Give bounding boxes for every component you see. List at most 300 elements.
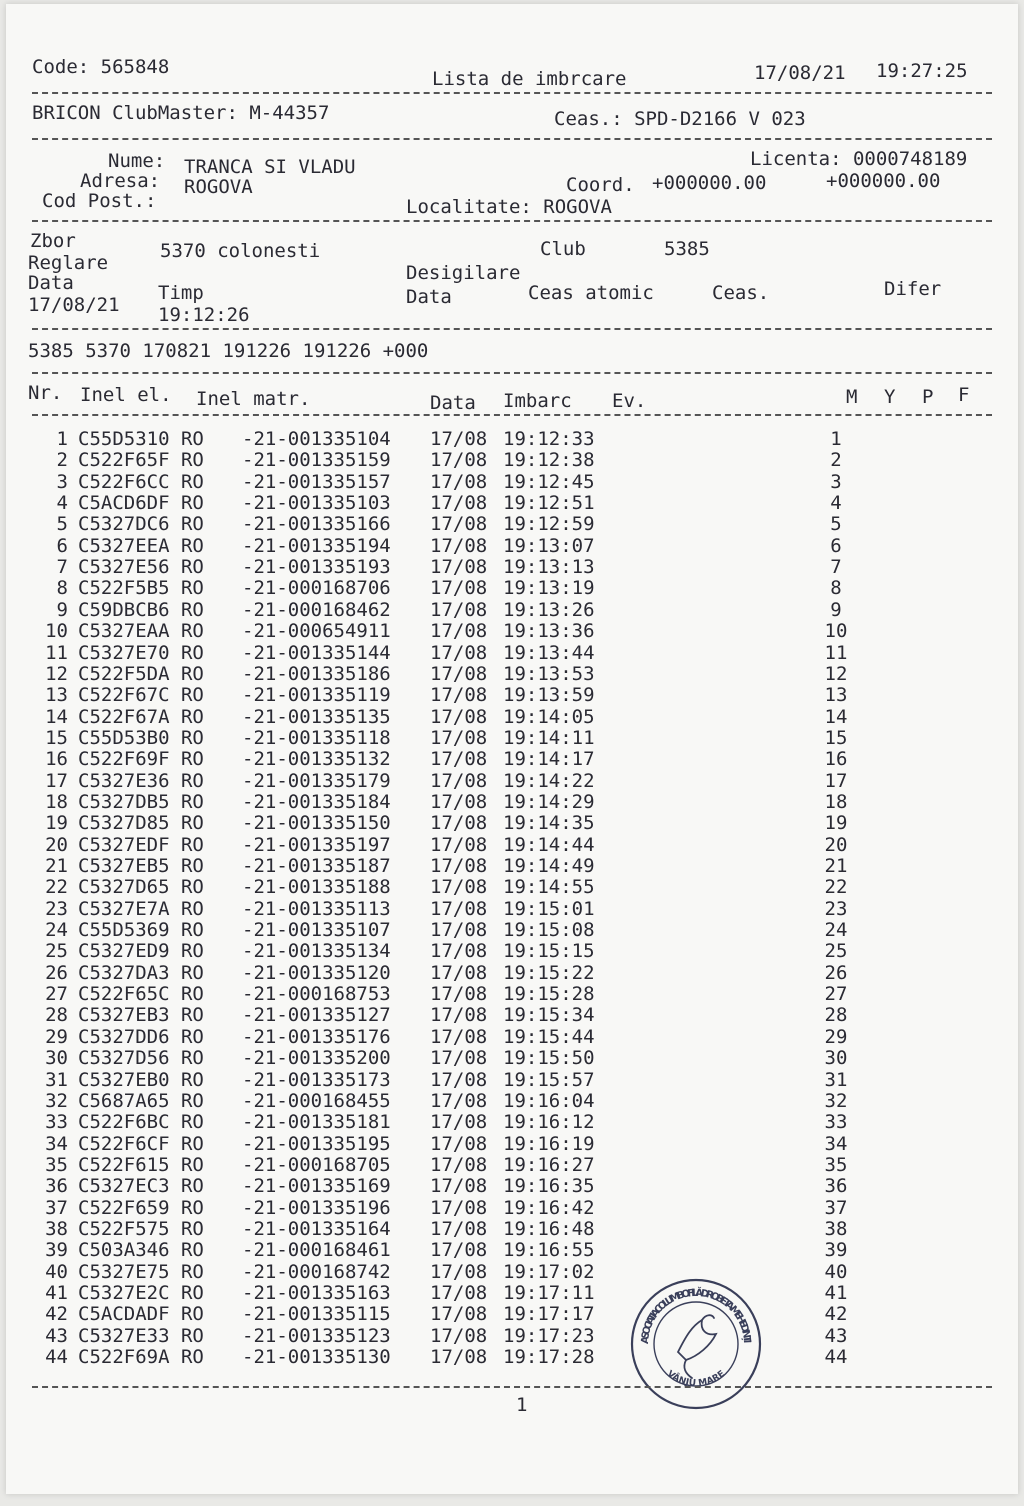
row-number: 27: [45, 983, 68, 1005]
basketing-time: 19:17:17: [503, 1303, 595, 1325]
table-row: [6, 1005, 1018, 1026]
basketing-time: 19:16:48: [503, 1218, 595, 1240]
separator: [32, 138, 992, 140]
mark-m: 18: [824, 791, 848, 813]
row-number: 34: [45, 1133, 68, 1155]
mark-m: 3: [830, 471, 842, 493]
stamp-text-bottom: VÂNJU MARE: [664, 1369, 728, 1389]
electronic-ring: C5327DB5 RO: [78, 791, 204, 813]
ring-registration: -21-001335134: [242, 940, 391, 962]
basketing-date: 17/08: [430, 1218, 488, 1240]
basketing-time: 19:17:02: [503, 1261, 595, 1283]
basketing-time: 19:16:35: [503, 1175, 595, 1197]
electronic-ring: C522F5DA RO: [78, 663, 204, 685]
row-number: 10: [45, 620, 68, 642]
table-row: [6, 578, 1018, 599]
mark-m: 11: [824, 642, 848, 664]
separator: [32, 92, 992, 94]
electronic-ring: C522F6CC RO: [78, 471, 204, 493]
row-number: 5: [56, 513, 68, 535]
col-header-y: Y: [884, 386, 896, 408]
mark-m: 43: [824, 1325, 848, 1347]
ring-registration: -21-001335135: [242, 706, 391, 728]
electronic-ring: C522F6CF RO: [78, 1133, 204, 1155]
basketing-time: 19:14:55: [503, 876, 595, 898]
ring-registration: -21-001335164: [242, 1218, 391, 1240]
table-row: [6, 920, 1018, 941]
reglare-time: 19:12:26: [158, 304, 250, 326]
electronic-ring: C5687A65 RO: [78, 1090, 204, 1112]
row-number: 3: [56, 471, 68, 493]
basketing-time: 19:14:17: [503, 748, 595, 770]
row-number: 11: [45, 642, 68, 664]
electronic-ring: C5327D56 RO: [78, 1047, 204, 1069]
reglare-date: 17/08/21: [28, 294, 120, 316]
table-row: [6, 1176, 1018, 1197]
dove-icon: [678, 1315, 716, 1378]
basketing-date: 17/08: [430, 1111, 488, 1133]
owner-address: ROGOVA: [184, 176, 253, 198]
basketing-date: 17/08: [430, 684, 488, 706]
ring-registration: -21-001335144: [242, 642, 391, 664]
club-stamp: [626, 1274, 766, 1414]
table-row: [6, 1304, 1018, 1325]
col-header-ev: Ev.: [612, 390, 647, 412]
ring-registration: -21-001335169: [242, 1175, 391, 1197]
table-row: [6, 1048, 1018, 1069]
ring-registration: -21-001335193: [242, 556, 391, 578]
electronic-ring: C5327E75 RO: [78, 1261, 204, 1283]
row-number: 44: [45, 1346, 68, 1368]
basketing-date: 17/08: [430, 855, 488, 877]
basketing-time: 19:16:42: [503, 1197, 595, 1219]
basketing-date: 17/08: [430, 620, 488, 642]
table-row: [6, 1091, 1018, 1112]
col-header-p: P: [922, 386, 934, 408]
basketing-date: 17/08: [430, 1026, 488, 1048]
ring-registration: -21-001335104: [242, 428, 391, 450]
basketing-date: 17/08: [430, 812, 488, 834]
basketing-date: 17/08: [430, 1004, 488, 1026]
table-row: [6, 728, 1018, 749]
basketing-time: 19:15:15: [503, 940, 595, 962]
basketing-date: 17/08: [430, 983, 488, 1005]
basketing-time: 19:12:51: [503, 492, 595, 514]
table-row: [6, 1240, 1018, 1261]
mark-m: 21: [824, 855, 848, 877]
table-row: [6, 984, 1018, 1005]
mark-m: 26: [824, 962, 848, 984]
separator: [32, 220, 992, 222]
basketing-time: 19:12:59: [503, 513, 595, 535]
ceas-label: Ceas.: [712, 282, 770, 304]
separator: [32, 1386, 992, 1388]
document-page: [6, 4, 1018, 1494]
reglare-label: Reglare: [28, 252, 109, 274]
row-number: 2: [56, 449, 68, 471]
electronic-ring: C5327D85 RO: [78, 812, 204, 834]
ring-registration: -21-001335119: [242, 684, 391, 706]
basketing-date: 17/08: [430, 770, 488, 792]
basketing-date: 17/08: [430, 1346, 488, 1368]
table-row: [6, 1326, 1018, 1347]
ring-registration: -21-001335186: [242, 663, 391, 685]
ring-registration: -21-001335166: [242, 513, 391, 535]
table-row: [6, 1347, 1018, 1368]
table-row: [6, 941, 1018, 962]
ring-registration: -21-001335115: [242, 1303, 391, 1325]
table-row: [6, 856, 1018, 877]
basketing-date: 17/08: [430, 727, 488, 749]
table-row: [6, 963, 1018, 984]
basketing-time: 19:16:19: [503, 1133, 595, 1155]
row-number: 14: [45, 706, 68, 728]
electronic-ring: C522F69A RO: [78, 1346, 204, 1368]
ring-registration: -21-000168462: [242, 599, 391, 621]
table-row: [6, 664, 1018, 685]
basketing-date: 17/08: [430, 919, 488, 941]
basketing-time: 19:17:28: [503, 1346, 595, 1368]
basketing-date: 17/08: [430, 834, 488, 856]
print-date: 17/08/21: [754, 62, 846, 84]
basketing-date: 17/08: [430, 471, 488, 493]
basketing-time: 19:14:11: [503, 727, 595, 749]
clock-id: Ceas.: SPD-D2166 V 023: [554, 108, 806, 130]
electronic-ring: C522F615 RO: [78, 1154, 204, 1176]
ring-registration: -21-001335181: [242, 1111, 391, 1133]
basketing-time: 19:17:23: [503, 1325, 595, 1347]
basketing-time: 19:14:29: [503, 791, 595, 813]
table-row: [6, 600, 1018, 621]
ring-registration: -21-001335118: [242, 727, 391, 749]
row-number: 41: [45, 1282, 68, 1304]
col-header-m: M: [846, 386, 858, 408]
row-number: 33: [45, 1111, 68, 1133]
basketing-date: 17/08: [430, 706, 488, 728]
mark-m: 33: [824, 1111, 848, 1133]
ring-registration: -21-000168455: [242, 1090, 391, 1112]
ring-registration: -21-001335194: [242, 535, 391, 557]
table-row: [6, 1262, 1018, 1283]
row-number: 4: [56, 492, 68, 514]
basketing-time: 19:13:59: [503, 684, 595, 706]
print-time: 19:27:25: [876, 60, 968, 82]
table-row: [6, 792, 1018, 813]
club-master-id: BRICON ClubMaster: M-44357: [32, 102, 330, 124]
basketing-time: 19:15:08: [503, 919, 595, 941]
page-number: 1: [516, 1394, 528, 1416]
electronic-ring: C5327EC3 RO: [78, 1175, 204, 1197]
col-header-imbarc: Imbarc: [503, 390, 572, 412]
row-number: 26: [45, 962, 68, 984]
basketing-date: 17/08: [430, 1282, 488, 1304]
basketing-time: 19:13:07: [503, 535, 595, 557]
row-number: 43: [45, 1325, 68, 1347]
row-number: 20: [45, 834, 68, 856]
basketing-date: 17/08: [430, 449, 488, 471]
table-row: [6, 621, 1018, 642]
table-row: [6, 707, 1018, 728]
table-row: [6, 685, 1018, 706]
mark-m: 39: [824, 1239, 848, 1261]
reglare-data-label: Data: [28, 272, 74, 294]
basketing-date: 17/08: [430, 535, 488, 557]
mark-m: 38: [824, 1218, 848, 1240]
electronic-ring: C522F65C RO: [78, 983, 204, 1005]
basketing-date: 17/08: [430, 1325, 488, 1347]
electronic-ring: C503A346 RO: [78, 1239, 204, 1261]
electronic-ring: C55D53B0 RO: [78, 727, 204, 749]
row-number: 31: [45, 1069, 68, 1091]
desigilare-label: Desigilare: [406, 262, 521, 284]
table-row: [6, 514, 1018, 535]
club-label: Club: [540, 238, 586, 260]
basketing-date: 17/08: [430, 1069, 488, 1091]
basketing-time: 19:16:55: [503, 1239, 595, 1261]
electronic-ring: C5327EB3 RO: [78, 1004, 204, 1026]
electronic-ring: C5327EDF RO: [78, 834, 204, 856]
table-row: [6, 899, 1018, 920]
basketing-time: 19:13:44: [503, 642, 595, 664]
ring-registration: -21-001335179: [242, 770, 391, 792]
mark-m: 12: [824, 663, 848, 685]
mark-m: 10: [824, 620, 848, 642]
mark-m: 30: [824, 1047, 848, 1069]
electronic-ring: C5ACD6DF RO: [78, 492, 204, 514]
mark-m: 9: [830, 599, 842, 621]
electronic-ring: C522F65F RO: [78, 449, 204, 471]
electronic-ring: C5327EAA RO: [78, 620, 204, 642]
row-number: 9: [56, 599, 68, 621]
ring-registration: -21-000168705: [242, 1154, 391, 1176]
mark-m: 6: [830, 535, 842, 557]
table-row: [6, 493, 1018, 514]
table-row: [6, 643, 1018, 664]
basketing-time: 19:16:04: [503, 1090, 595, 1112]
code-label: Code: 565848: [32, 56, 170, 78]
electronic-ring: C5327EB5 RO: [78, 855, 204, 877]
ring-registration: -21-000168742: [242, 1261, 391, 1283]
basketing-time: 19:14:22: [503, 770, 595, 792]
basketing-date: 17/08: [430, 599, 488, 621]
col-header-date: Data: [430, 392, 476, 414]
basketing-time: 19:13:19: [503, 577, 595, 599]
ring-registration: -21-001335200: [242, 1047, 391, 1069]
mark-m: 14: [824, 706, 848, 728]
basketing-time: 19:15:44: [503, 1026, 595, 1048]
basketing-date: 17/08: [430, 1133, 488, 1155]
mark-m: 35: [824, 1154, 848, 1176]
row-number: 38: [45, 1218, 68, 1240]
ring-registration: -21-001335184: [242, 791, 391, 813]
basketing-date: 17/08: [430, 898, 488, 920]
coord-x: +000000.00: [652, 172, 767, 194]
table-row: [6, 1027, 1018, 1048]
electronic-ring: C55D5369 RO: [78, 919, 204, 941]
basketing-date: 17/08: [430, 1261, 488, 1283]
row-number: 24: [45, 919, 68, 941]
row-number: 23: [45, 898, 68, 920]
mark-m: 41: [824, 1282, 848, 1304]
ring-registration: -21-000168753: [242, 983, 391, 1005]
mark-m: 2: [830, 449, 842, 471]
stamp-text-top: ASOCIATIA COLUMBOFILĂ DROBETA-MEHEDINȚI: [639, 1287, 753, 1345]
mark-m: 29: [824, 1026, 848, 1048]
ring-registration: -21-001335163: [242, 1282, 391, 1304]
mark-m: 19: [824, 812, 848, 834]
mark-m: 15: [824, 727, 848, 749]
row-number: 29: [45, 1026, 68, 1048]
basketing-date: 17/08: [430, 492, 488, 514]
row-number: 16: [45, 748, 68, 770]
electronic-ring: C59DBCB6 RO: [78, 599, 204, 621]
mark-m: 37: [824, 1197, 848, 1219]
row-number: 35: [45, 1154, 68, 1176]
club-value: 5385: [664, 238, 710, 260]
mark-m: 22: [824, 876, 848, 898]
table-row: [6, 1198, 1018, 1219]
row-number: 28: [45, 1004, 68, 1026]
ring-registration: -21-001335123: [242, 1325, 391, 1347]
table-row: [6, 1134, 1018, 1155]
col-header-nr: Nr.: [28, 382, 63, 404]
reglare-timp-label: Timp: [158, 282, 204, 304]
ring-registration: -21-001335176: [242, 1026, 391, 1048]
table-row: [6, 813, 1018, 834]
ring-registration: -21-001335113: [242, 898, 391, 920]
basketing-date: 17/08: [430, 1154, 488, 1176]
document-title: Lista de imbrcare: [432, 68, 627, 90]
basketing-time: 19:14:35: [503, 812, 595, 834]
separator: [32, 328, 992, 330]
row-number: 30: [45, 1047, 68, 1069]
basketing-time: 19:16:12: [503, 1111, 595, 1133]
electronic-ring: C5327DD6 RO: [78, 1026, 204, 1048]
basketing-time: 19:15:22: [503, 962, 595, 984]
mark-m: 27: [824, 983, 848, 1005]
mark-m: 23: [824, 898, 848, 920]
table-row: [6, 557, 1018, 578]
electronic-ring: C522F6BC RO: [78, 1111, 204, 1133]
row-number: 15: [45, 727, 68, 749]
electronic-ring: C5327E7A RO: [78, 898, 204, 920]
ring-registration: -21-001335130: [242, 1346, 391, 1368]
table-row: [6, 472, 1018, 493]
table-row: [6, 1155, 1018, 1176]
mark-m: 34: [824, 1133, 848, 1155]
basketing-date: 17/08: [430, 962, 488, 984]
basketing-time: 19:14:05: [503, 706, 595, 728]
basketing-time: 19:17:11: [503, 1282, 595, 1304]
ring-registration: -21-001335150: [242, 812, 391, 834]
basketing-time: 19:15:57: [503, 1069, 595, 1091]
ceas-atomic-label: Ceas atomic: [528, 282, 654, 304]
ring-registration: -21-001335127: [242, 1004, 391, 1026]
row-number: 21: [45, 855, 68, 877]
basketing-date: 17/08: [430, 1197, 488, 1219]
basketing-date: 17/08: [430, 1175, 488, 1197]
basketing-time: 19:12:33: [503, 428, 595, 450]
mark-m: 8: [830, 577, 842, 599]
basketing-date: 17/08: [430, 1303, 488, 1325]
basketing-date: 17/08: [430, 577, 488, 599]
postcode-label: Cod Post.:: [42, 190, 157, 212]
basketing-date: 17/08: [430, 748, 488, 770]
electronic-ring: C522F69F RO: [78, 748, 204, 770]
row-number: 40: [45, 1261, 68, 1283]
mark-m: 28: [824, 1004, 848, 1026]
ring-registration: -21-000168461: [242, 1239, 391, 1261]
row-number: 8: [56, 577, 68, 599]
electronic-ring: C5327EB0 RO: [78, 1069, 204, 1091]
table-row: [6, 835, 1018, 856]
table-row: [6, 1283, 1018, 1304]
ring-registration: -21-001335157: [242, 471, 391, 493]
mark-m: 4: [830, 492, 842, 514]
ring-registration: -21-001335159: [242, 449, 391, 471]
mark-m: 13: [824, 684, 848, 706]
table-row: [6, 1112, 1018, 1133]
electronic-ring: C5327E70 RO: [78, 642, 204, 664]
ring-registration: -21-001335188: [242, 876, 391, 898]
basketing-time: 19:15:01: [503, 898, 595, 920]
electronic-ring: C522F575 RO: [78, 1218, 204, 1240]
mark-m: 20: [824, 834, 848, 856]
row-number: 6: [56, 535, 68, 557]
mark-m: 31: [824, 1069, 848, 1091]
row-number: 1: [56, 428, 68, 450]
basketing-time: 19:13:36: [503, 620, 595, 642]
desigilare-data-label: Data: [406, 286, 452, 308]
mark-m: 1: [830, 428, 842, 450]
electronic-ring: C5327E36 RO: [78, 770, 204, 792]
table-row: [6, 429, 1018, 450]
electronic-ring: C55D5310 RO: [78, 428, 204, 450]
ring-registration: -21-001335120: [242, 962, 391, 984]
electronic-ring: C5327E56 RO: [78, 556, 204, 578]
basketing-time: 19:15:34: [503, 1004, 595, 1026]
zbor-value: 5370 colonesti: [160, 240, 321, 262]
electronic-ring: C522F659 RO: [78, 1197, 204, 1219]
basketing-time: 19:14:49: [503, 855, 595, 877]
mark-m: 5: [830, 513, 842, 535]
row-number: 7: [56, 556, 68, 578]
basketing-date: 17/08: [430, 1090, 488, 1112]
row-number: 36: [45, 1175, 68, 1197]
ring-registration: -21-001335196: [242, 1197, 391, 1219]
table-row: [6, 877, 1018, 898]
owner-name: TRANCA SI VLADU: [184, 156, 356, 178]
owner-address-label: Adresa:: [80, 170, 161, 192]
coord-label: Coord.: [566, 174, 635, 196]
mark-m: 25: [824, 940, 848, 962]
electronic-ring: C5327E33 RO: [78, 1325, 204, 1347]
electronic-ring: C5327D65 RO: [78, 876, 204, 898]
basketing-time: 19:12:38: [503, 449, 595, 471]
mark-m: 32: [824, 1090, 848, 1112]
table-row: [6, 771, 1018, 792]
ring-registration: -21-001335197: [242, 834, 391, 856]
row-number: 17: [45, 770, 68, 792]
row-number: 22: [45, 876, 68, 898]
basketing-date: 17/08: [430, 642, 488, 664]
table-row: [6, 450, 1018, 471]
ring-registration: -21-001335103: [242, 492, 391, 514]
basketing-time: 19:13:26: [503, 599, 595, 621]
basketing-time: 19:13:53: [503, 663, 595, 685]
ring-registration: -21-001335195: [242, 1133, 391, 1155]
table-row: [6, 1070, 1018, 1091]
